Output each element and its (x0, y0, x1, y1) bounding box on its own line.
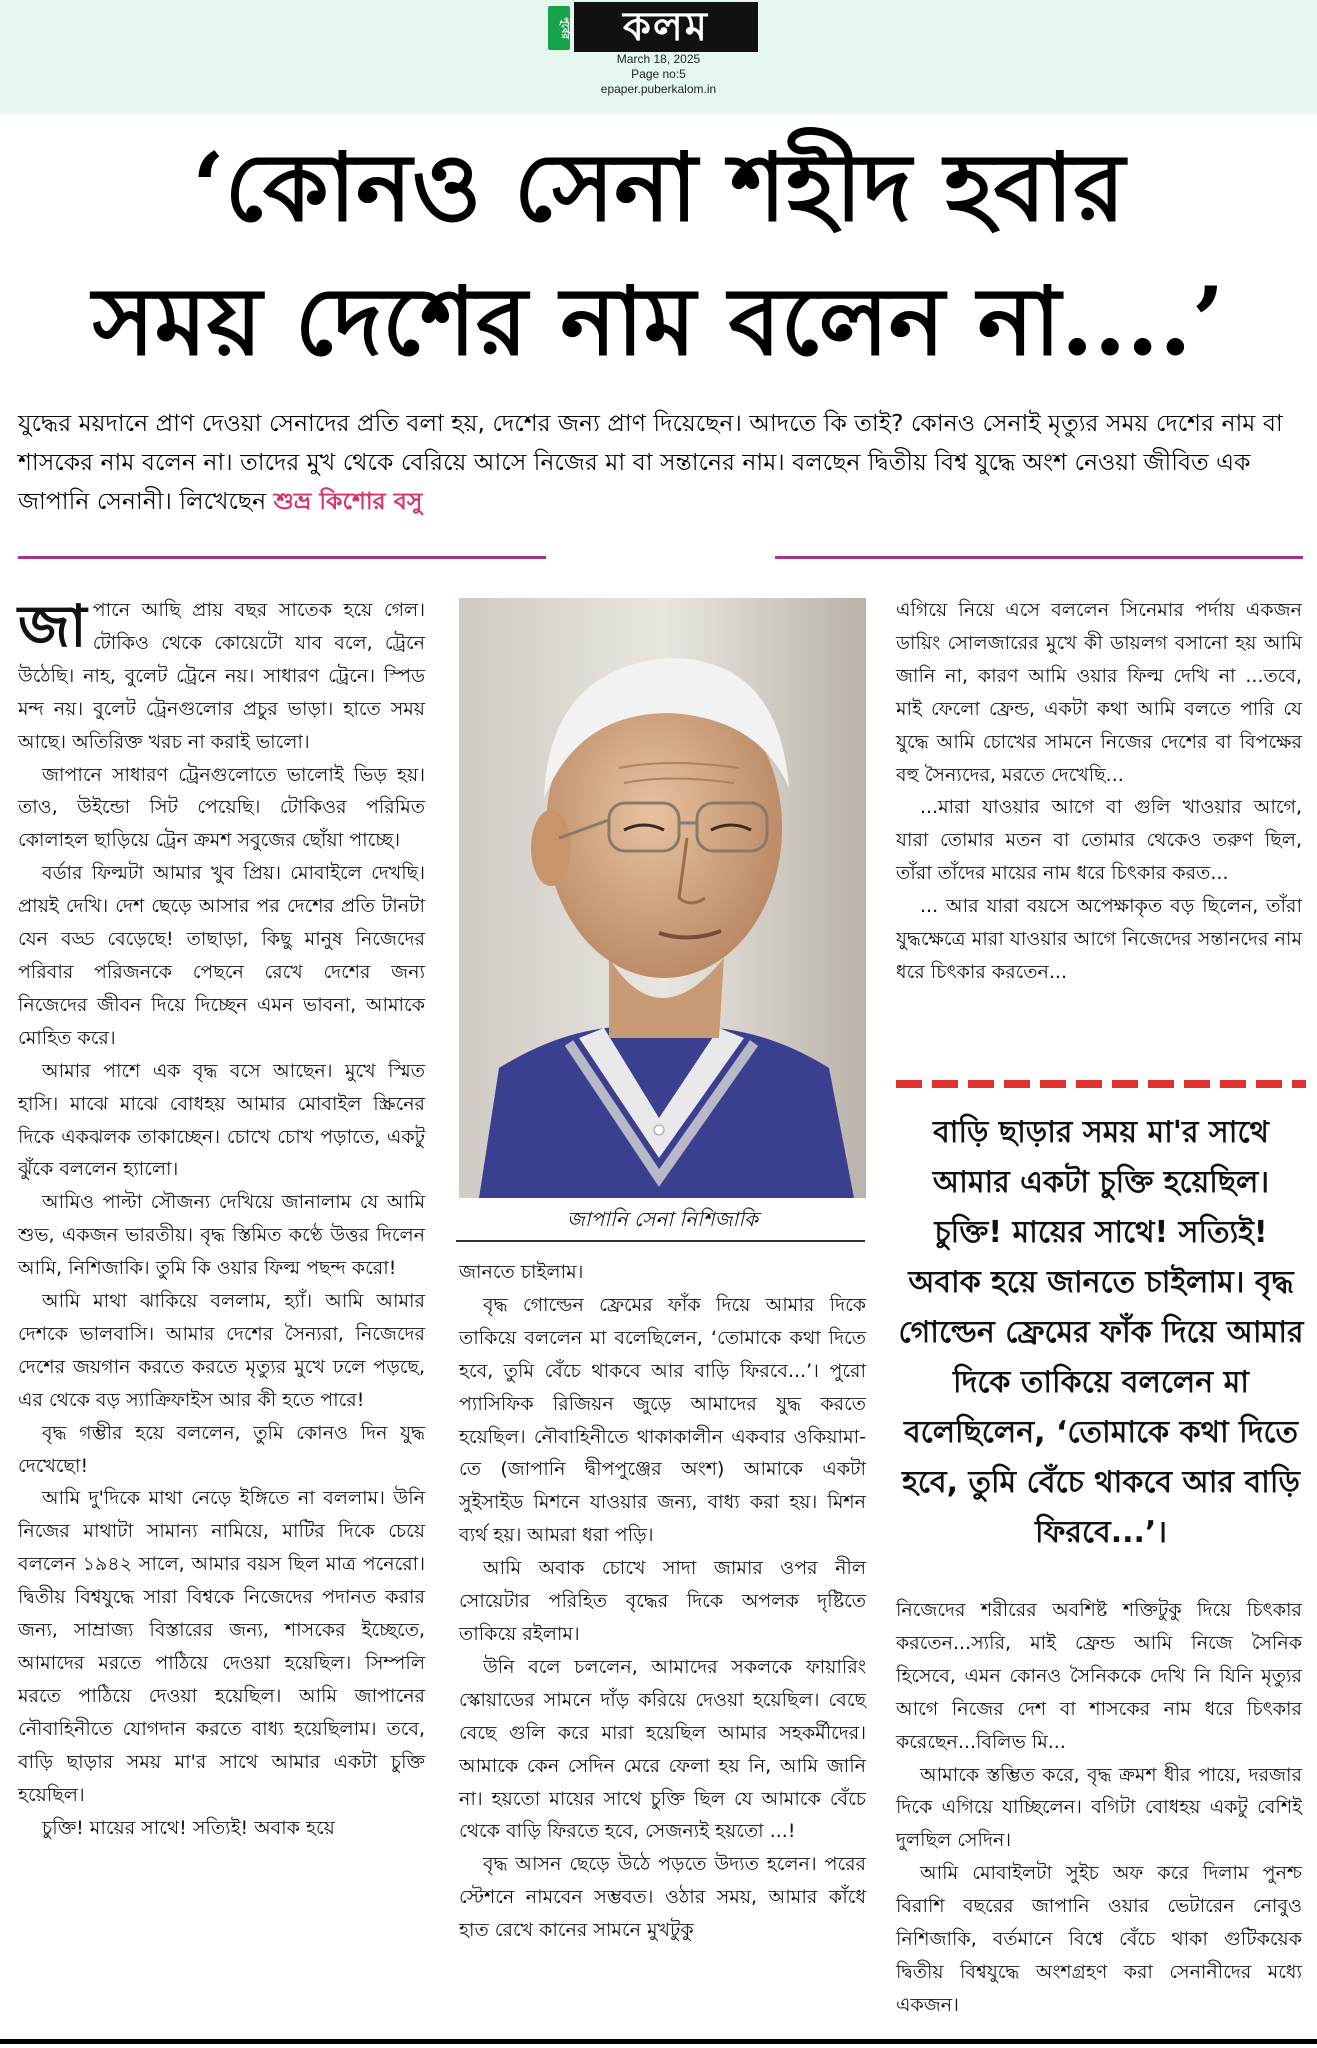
article-column-1 (18, 594, 425, 1844)
page-number: Page no:5 (631, 67, 686, 81)
drop-cap: জা (18, 592, 87, 660)
paragraph: বৃদ্ধ গম্ভীর হয়ে বললেন, তুমি কোনও দিন যুদ্ধ দেখেছো! (18, 1421, 425, 1477)
pullquote-divider (896, 1080, 1306, 1088)
paragraph: চুক্তি! মায়ের সাথে! সত্যিই! অবাক হয়ে (42, 1816, 335, 1839)
logo-wordmark: কলম (574, 2, 758, 52)
paragraph: উনি বলে চললেন, আমাদের সকলকে ফায়ারিং স্কোয়াডের সামনে দাঁড় করিয়ে দেওয়া হয়েছিল। বেছে বেছে গুলি করে মারা হয়েছিল আমার সহকর্মীদের। আমাকে কেন সেদিন মেরে ফেলা হয় নি, আমি জানি না। হয়তো মায়ের সাথে চুক্তি ছিল যে আমাকে বেঁচে থেকে বাড়ি ফিরতে হবে, সেজন্যই হয়তো ...! (459, 1655, 866, 1843)
divider-right (775, 556, 1303, 559)
issue-date: March 18, 2025 (616, 52, 701, 66)
headline-line-1: ‘কোনও সেনা শহীদ হবার (192, 133, 1125, 243)
photo-caption: জাপানি সেনা নিশিজাকি (566, 1207, 759, 1231)
paragraph: এগিয়ে নিয়ে এসে বললেন সিনেমার পর্দায় একজন ডায়িং সোলজারের মুখে কী ডায়লগ বসানো হয় আমি জানি না, কারণ আমি ওয়ার ফিল্ম দেখি না ...তবে, মাই ফেলো ফ্রেন্ড, একটা কথা আমি বলতে পারি যে যুদ্ধে আমি চোখের সামনে নিজের দেশের বা বিপক্ষের বহু সৈন্যদের, মরতে দেখেছি... (896, 599, 1302, 786)
newspaper-logo[interactable] (548, 2, 758, 54)
portrait-photo[interactable] (459, 598, 866, 1198)
article-column-2 (459, 1256, 866, 1947)
author-byline: শুভ্র কিশোর বসু (273, 487, 423, 515)
epaper-url[interactable]: epaper.puberkalom.in (600, 82, 717, 96)
pull-quote: বাড়ি ছাড়ার সময় মা'র সাথে আমার একটা চুক্তি হয়েছিল। চুক্তি! মায়ের সাথে! সত্যিই! অবাক হয়ে জানতে চাইলাম। বৃদ্ধ গোল্ডেন ফ্রেমের ফাঁক দিয়ে আমার দিকে তাকিয়ে বললেন মা বলেছিলেন, ‘তোমাকে কথা দিতে হবে, তুমি বেঁচে থাকবে আর বাড়ি ফিরবে...’। (898, 1115, 1304, 1550)
paragraph: জাপানে সাধারণ ট্রেনগুলোতে ভালোই ভিড় হয়। তাও, উইন্ডো সিট পেয়েছি। টোকিওর পরিমিত কোলাহল ছাড়িয়ে ট্রেন ক্রমশ সবুজের ছোঁয়া পাচ্ছে। (18, 763, 425, 852)
paragraph: বর্ডার ফিল্মটা আমার খুব প্রিয়। মোবাইলে দেখছি। প্রায়ই দেখি। দেশ ছেড়ে আসার পর দেশের প্রতি টানটা যেন বড্ড বেড়েছে! তাছাড়া, কিছু মানুষ নিজেদের পরিবার পরিজনকে পেছনে রেখে দেশের জন্য নিজেদের জীবন দিয়ে দিচ্ছেন এমন ভাবনা, আমাকে মোহিত করে। (18, 862, 425, 1049)
paragraph: জানতে চাইলাম। (459, 1261, 584, 1283)
paragraph: বৃদ্ধ গোল্ডেন ফ্রেমের ফাঁক দিয়ে আমার দিকে তাকিয়ে বললেন মা বলেছিলেন, ‘তোমাকে কথা দিতে হবে, তুমি বেঁচে থাকবে আর বাড়ি ফিরবে...’। পুরো প্যাসিফিক রিজিয়ন জুড়ে আমাদের যুদ্ধ করতে হয়েছিল। নৌবাহিনীতে থাকাকালীন একবার ওকিয়ামা-তে (জাপানি দ্বীপপুঞ্জের অংশ) আমাকে একটা সুইসাইড মিশনে যাওয়ার জন্য, বাধ্য করা হয়। মিশন ব্যর্থ হয়। আমরা ধরা পড়ি। (459, 1293, 866, 1547)
paragraph: ... আর যারা বয়সে অপেক্ষাকৃত বড় ছিলেন, তাঁরা যুদ্ধক্ষেত্রে মারা যাওয়ার আগে নিজেদের সন্তানদের নাম ধরে চিৎকার করতেন... (896, 895, 1302, 983)
caption-divider (456, 1240, 865, 1242)
paragraph: আমি মাথা ঝাকিয়ে বললাম, হ্যাঁ। আমি আমার দেশকে ভালবাসি। আমার দেশের সৈন্যরা, নিজেদের দেশের জয়গান করতে করতে মৃত্যুর মুখে ঢলে পড়ছে, এর থেকে বড় স্যাক্রিফাইস আর কী হতে পারে! (18, 1290, 425, 1411)
paragraph: আমিও পাল্টা সৌজন্য দেখিয়ে জানালাম যে আমি শুভ, একজন ভারতীয়। বৃদ্ধ স্তিমিত কণ্ঠে উত্তর দিলেন আমি, নিশিজাকি। তুমি কি ওয়ার ফিল্ম পছন্দ করো! (18, 1191, 425, 1280)
standfirst-text: যুদ্ধের ময়দানে প্রাণ দেওয়া সেনাদের প্রতি বলা হয়, দেশের জন্য প্রাণ দিয়েছেন। আদতে কি তাই? কোনও সেনাই মৃত্যুর সময় দেশের নাম বা শাসকের নাম বলেন না। তাদের মুখ থেকে বেরিয়ে আসে নিজের মা বা সন্তানের নাম। বলছেন দ্বিতীয় বিশ্ব যুদ্ধে অংশ নেওয়া জীবিত এক জাপানি সেনানী। লিখেছেন (18, 409, 1283, 515)
paragraph: ...মারা যাওয়ার আগে বা গুলি খাওয়ার আগে, যারা তোমার মতন বা তোমার থেকেও তরুণ ছিল, তাঁরা তাঁদের মায়ের নাম ধরে চিৎকার করত... (896, 796, 1302, 885)
paragraph: বৃদ্ধ আসন ছেড়ে উঠে পড়তে উদ্যত হলেন। পরের স্টেশনে নামবেন সম্ভবত। ওঠার সময়, আমার কাঁধে হাত রেখে কানের সামনে মুখটুকু (459, 1853, 866, 1942)
article-column-3-bottom (896, 1594, 1302, 2022)
standfirst (18, 404, 1302, 521)
paragraph: আমি অবাক চোখে সাদা জামার ওপর নীল সোয়েটার পরিহিত বৃদ্ধের দিকে অপলক দৃষ্টিতে তাকিয়ে রইলাম। (459, 1557, 866, 1645)
paragraph: নিজেদের শরীরের অবশিষ্ট শক্তিটুকু দিয়ে চিৎকার করতেন...স্যরি, মাই ফ্রেন্ড আমি নিজে সৈনিক হিসেবে, এমন কোনও সৈনিককে দেখি নি যিনি মৃত্যুর আগে নিজের দেশ বা শাসকের নাম ধরে চিৎকার করেছেন...বিলিভ মি... (896, 1599, 1302, 1753)
masthead (0, 0, 1317, 114)
article-column-3-top (896, 594, 1302, 989)
paragraph: আমাকে স্তম্ভিত করে, বৃদ্ধ ক্রমশ ধীর পায়ে, দরজার দিকে এগিয়ে যাচ্ছিলেন। বগিটা বোধহয় একটু বেশিই দুলছিল সেদিন। (896, 1763, 1302, 1852)
paragraph: জাপানে আছি প্রায় বছর সাতেক হয়ে গেল। টোকিও থেকে কোয়েটো যাব বলে, ট্রেনে উঠেছি। নাহ, বুলেট ট্রেনে নয়। সাধারণ ট্রেনে। স্পিড মন্দ নয়। বুলেট ট্রেনগুলোর প্রচুর ভাড়া। হাতে সময় আছে। অতিরিক্ত খরচ না করাই ভালো। (18, 592, 425, 753)
paragraph: আমার পাশে এক বৃদ্ধ বসে আছেন। মুখে স্মিত হাসি। মাঝে মাঝে বোধহয় আমার মোবাইল স্ক্রিনের দিকে একঝলক তাকাচ্ছেন। চোখে চোখ পড়াতে, একটু ঝুঁকে বললেন হ্যালো। (18, 1059, 425, 1181)
divider-left (18, 556, 546, 559)
logo-tag: পূর্বের (548, 6, 570, 50)
paragraph: আমি মোবাইলটা সুইচ অফ করে দিলাম পুনশ্চ বিরাশি বছরের জাপানি ওয়ার ভেটারেন নোবুও নিশিজাকি, বর্তমানে বিশ্বে বেঁচে থাকা গুটিকয়েক দ্বিতীয় বিশ্বযুদ্ধে অংশগ্রহণ করা সেনানীদের মধ্যে একজন। (896, 1862, 1302, 2016)
headline-line-2: সময় দেশের নাম বলেন না....’ (92, 267, 1225, 377)
page-bottom-rule (0, 2039, 1317, 2044)
paragraph: আমি দু'দিকে মাথা নেড়ে ইঙ্গিতে না বললাম। উনি নিজের মাথাটা সামান্য নামিয়ে, মাটির দিকে চেয়ে বললেন ১৯৪২ সালে, আমার বয়স ছিল মাত্র পনেরো। দ্বিতীয় বিশ্বযুদ্ধে সারা বিশ্বকে নিজেদের পদানত করার জন্য, সাম্রাজ্য বিস্তারের জন্য, শাসকের ইচ্ছেতে, আমাদের মরতে পাঠিয়ে দেওয়া হয়েছিল। সিম্পলি মরতে পাঠিয়ে দেওয়া হয়েছিল। আমি জাপানের নৌবাহিনীতে যোগদান করতে বাধ্য হয়েছিলাম। তবে, বাড়ি ছাড়ার সময় মা'র সাথে আমার একটা চুক্তি হয়েছিল। (18, 1487, 425, 1806)
